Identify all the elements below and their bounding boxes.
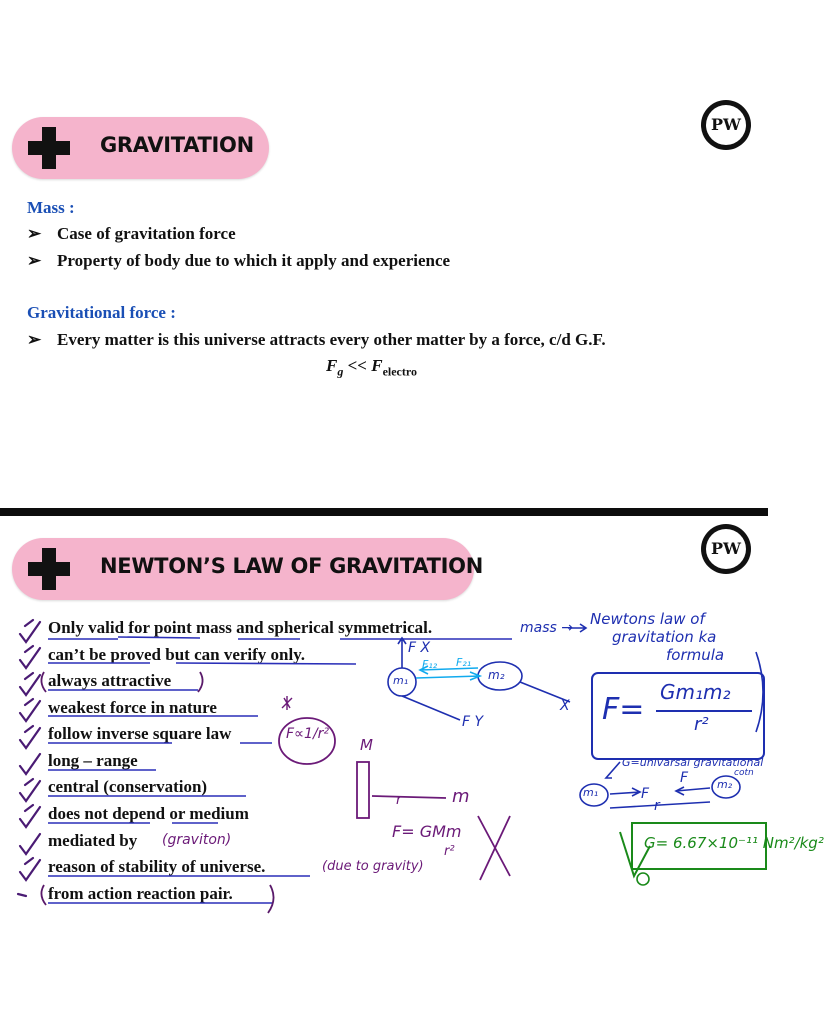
grav-force-label: Gravitational force : xyxy=(27,303,176,322)
check-mark-icon xyxy=(20,673,40,695)
law-item-3: always attractive xyxy=(48,671,172,690)
hw-formula-den: r² xyxy=(694,714,709,735)
hw-f-right: F xyxy=(680,770,689,786)
hw-m1-left: m₁ xyxy=(393,674,409,687)
check-mark-icon xyxy=(20,805,40,827)
hw-newton-note-1: Newtons law of xyxy=(590,610,705,628)
hw-m1-right: m₁ xyxy=(583,786,599,799)
force-comparison-formula: $F_g << F_{electro}$ xyxy=(326,356,417,379)
slide-gravitation xyxy=(0,0,768,512)
hw-due-to-gravity: (due to gravity) xyxy=(322,859,424,874)
hw-big-m: M xyxy=(360,736,373,754)
hw-r-label: r xyxy=(396,792,402,808)
law-item-7: central (conservation) xyxy=(48,777,208,796)
slide-title: GRAVITATION xyxy=(100,133,254,157)
mass-bullet-1: ➢ Case of gravitation force xyxy=(27,224,236,243)
title-banner xyxy=(12,117,269,179)
law-item-2: can’t be proved but can verify only. xyxy=(48,645,306,664)
check-mark-icon xyxy=(20,834,40,854)
plus-icon xyxy=(28,127,70,169)
check-mark-icon xyxy=(20,754,40,774)
hw-formula-F: F= xyxy=(602,692,645,727)
check-mark-icon xyxy=(20,620,40,642)
hw-f12: F₁₂ xyxy=(422,658,438,671)
hw-g-note-2: cotn xyxy=(734,768,754,778)
pw-logo: PW xyxy=(701,100,751,150)
hw-f-eq: F= GMm xyxy=(392,822,462,841)
hw-r-right: r xyxy=(654,798,660,814)
arrow-bullet-icon: ➢ xyxy=(27,330,42,349)
hw-g-value: G= 6.67×10⁻¹¹ Nm²/kg² xyxy=(644,834,824,852)
grav-bullet-1: ➢ Every matter is this universe attracts every other matter by a force, c/d G.F. xyxy=(27,330,606,349)
check-mark-icon xyxy=(20,726,40,748)
hw-mass-arrow: mass → xyxy=(520,620,573,636)
law-item-5: follow inverse square law xyxy=(48,724,232,743)
mass-label: Mass : xyxy=(27,198,75,217)
law-item-9: mediated by xyxy=(48,831,138,850)
hw-f21: F₂₁ xyxy=(456,656,472,669)
mass-bullet-2: ➢ Property of body due to which it apply and experience xyxy=(27,251,451,270)
check-mark-icon xyxy=(20,699,40,721)
pw-logo: PW xyxy=(701,524,751,574)
handwritten-annotations xyxy=(0,516,768,1024)
arrow-bullet-icon: ➢ xyxy=(27,251,42,270)
hw-f-eq-den: r² xyxy=(444,844,455,859)
hw-small-m: m xyxy=(452,786,470,807)
check-mark-icon xyxy=(20,858,40,880)
hw-fy: F Y xyxy=(462,714,484,730)
check-mark-icons xyxy=(18,620,40,896)
arrow-bullet-icon: ➢ xyxy=(27,224,42,243)
law-item-10: reason of stability of universe. xyxy=(48,857,266,876)
law-item-8: does not depend or medium xyxy=(48,804,249,823)
hw-m2-right: m₂ xyxy=(717,778,733,791)
law-item-1: Only valid for point mass and spherical symmetrical. xyxy=(48,618,433,637)
hw-f-left: F xyxy=(641,786,650,802)
slide-newtons-law xyxy=(0,516,824,1024)
fraction-bar xyxy=(656,710,752,712)
law-item-6: long – range xyxy=(48,751,138,770)
hw-g-note: G=univarsal gravitational xyxy=(622,756,764,769)
hw-newton-note-2: gravitation ka xyxy=(612,628,717,646)
law-item-11: from action reaction pair. xyxy=(48,884,233,903)
hw-graviton: (graviton) xyxy=(162,832,232,848)
hw-formula-num: Gm₁m₂ xyxy=(660,680,731,704)
hw-newton-note-3: formula xyxy=(666,646,725,664)
hw-x-mark: X xyxy=(560,698,570,714)
hw-m2-left: m₂ xyxy=(488,668,505,682)
slide-title: NEWTON’S LAW OF GRAVITATION xyxy=(100,554,484,578)
slide-divider xyxy=(0,508,768,516)
law-item-4: weakest force in nature xyxy=(48,698,217,717)
check-mark-icon xyxy=(20,646,40,668)
hw-fx: F X xyxy=(408,640,431,656)
check-mark-icon xyxy=(20,779,40,801)
check-mark-icon xyxy=(18,894,26,896)
hw-inverse-square: F∝1/r² xyxy=(286,726,330,742)
